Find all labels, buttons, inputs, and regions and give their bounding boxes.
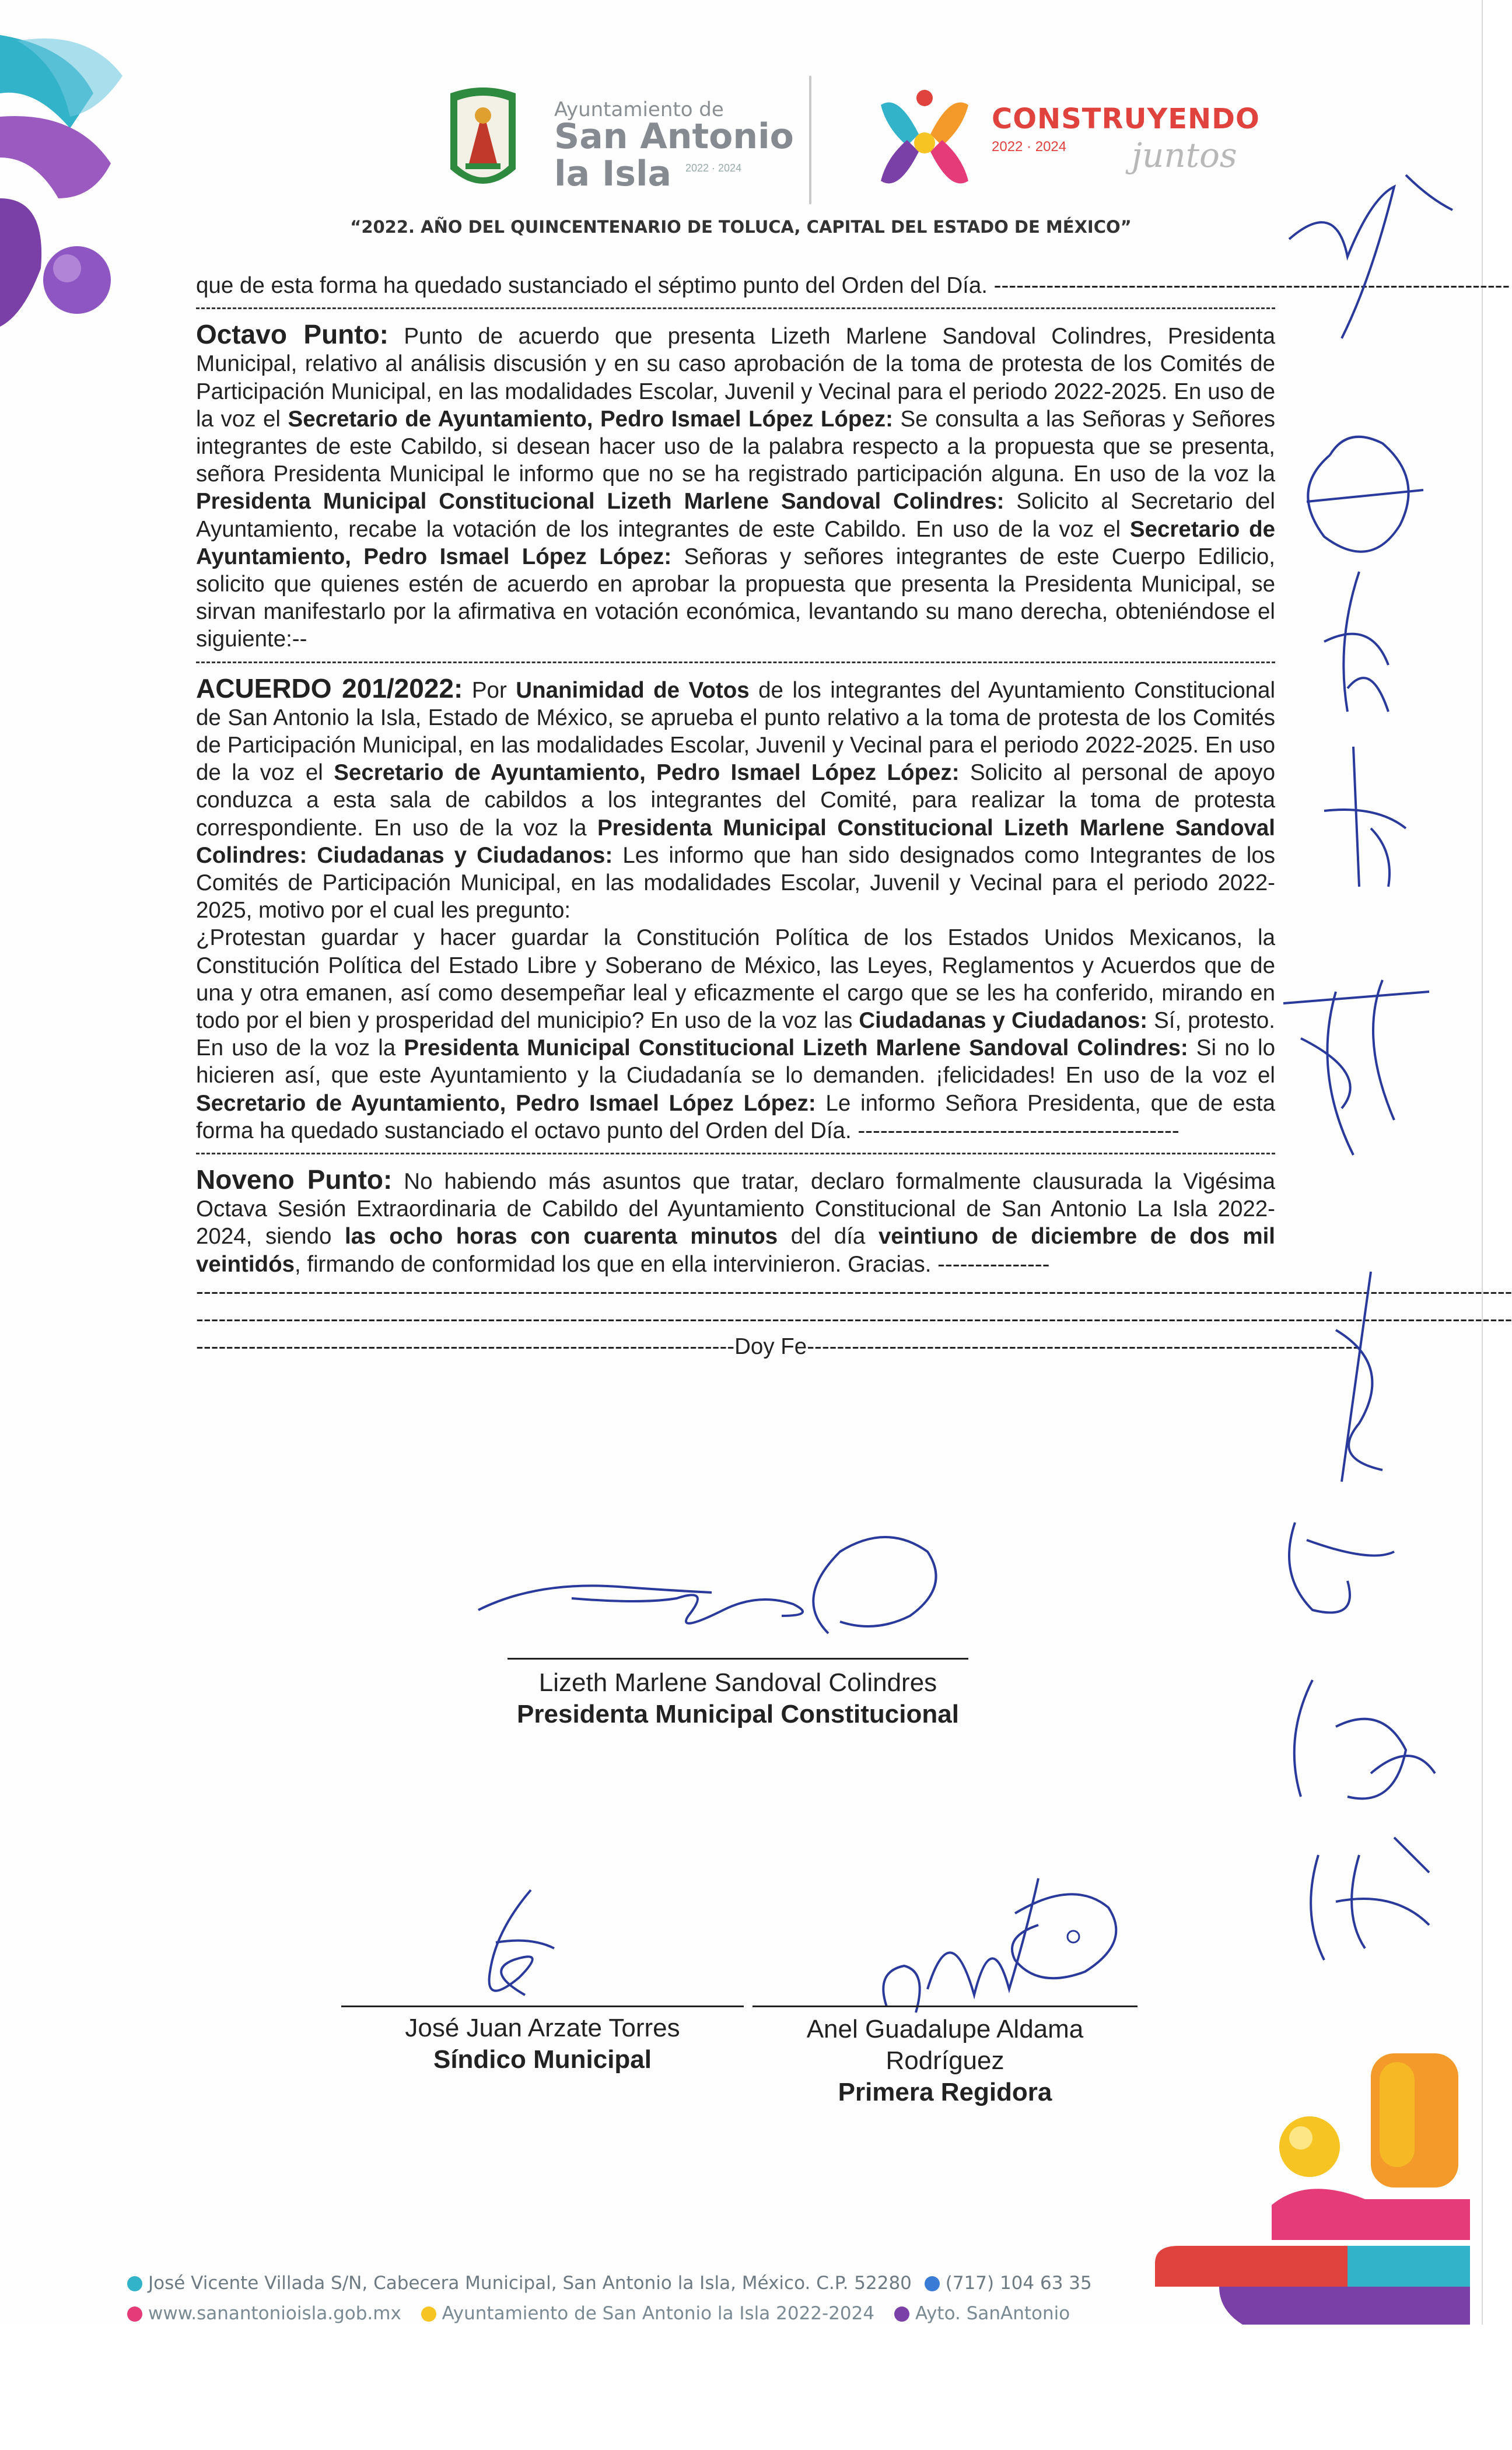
sindico-signature-block	[327, 2013, 758, 2076]
presidenta-signature-block	[443, 1667, 1032, 1730]
regidora-name-line1: Anel Guadalupe Aldama	[806, 2015, 1084, 2043]
construyendo-script: juntos	[1132, 135, 1237, 175]
bottom-right-decoration	[1155, 2030, 1482, 2325]
facebook-icon	[421, 2306, 436, 2322]
dash-filler-line: --------------------------------------------------------------------------------------------------------------------------------------------------------------------------------	[196, 1279, 1512, 1304]
municipal-seal-logo	[444, 82, 522, 198]
paragraph-noveno-punto: Noveno Punto: No habiendo más asuntos que tratar, declaro formalmente clausurada la Vigésima Octava Sesión Extraordinaria de Cabildo del Ayuntamiento Constitucional de San Antonio La Isla 2022-2024, siendo las ocho horas con cuarenta minutos del día veintiuno de diciembre de dos mil veintidós, firmando de conformidad los que en ella intervinieron. Gracias. ---------------	[196, 1164, 1275, 1277]
header-divider	[809, 76, 811, 204]
footer-phone: (717) 104 63 35	[945, 2273, 1092, 2294]
regidora-signature-line	[752, 2006, 1138, 2007]
acuerdo-heading: ACUERDO 201/2022:	[196, 673, 463, 704]
presidenta-name: Lizeth Marlene Sandoval Colindres	[538, 1668, 937, 1697]
administration-years: 2022 · 2024	[685, 162, 742, 174]
municipality-name-line2: la Isla	[554, 153, 672, 194]
regidora-name-line2: Rodríguez	[886, 2046, 1005, 2075]
minutes-body	[196, 272, 1512, 1360]
doy-fe-line: ------------------------------------------------------------------------Doy Fe--------------------------------------------------------------------------	[196, 1334, 1360, 1360]
presidenta-signature-line	[508, 1658, 968, 1660]
paragraph-acuerdo: ACUERDO 201/2022: Por Unanimidad de Votos de los integrantes del Ayuntamiento Constitucional de San Antonio la Isla, Estado de México, se aprueba el punto relativo a la toma de protesta de los Comités de Participación Municipal, en las modalidades Escolar, Juvenil y Vecinal para el periodo 2022-2025. En uso de la voz el Secretario de Ayuntamiento, Pedro Ismael López López: Solicito al personal de apoyo conduzca a esta sala de cabildos a los integrantes del Comité, para realizar la toma de protesta correspondiente. En uso de la voz la Presidenta Municipal Constitucional Lizeth Marlene Sandoval Colindres: Ciudadanas y Ciudadanos: Les informo que han sido designados como Integrantes de los Comités de Participación Municipal, en las modalidades Escolar, Juvenil y Vecinal para el periodo 2022-2025, motivo por el cual les pregunto:	[196, 673, 1276, 923]
social-icon	[894, 2306, 909, 2322]
regidora-handwritten-signature	[863, 1843, 1132, 2030]
dash-filler-line: --------------------------------------------------------------------------------------------------------------------------------------------------------------------------------	[196, 1307, 1512, 1332]
construyendo-title: CONSTRUYENDO	[992, 103, 1260, 135]
dashed-separator	[196, 307, 1275, 309]
dashed-separator	[196, 1153, 1275, 1154]
dashed-separator	[196, 662, 1275, 663]
sindico-role: Síndico Municipal	[433, 2045, 652, 2074]
sindico-name: José Juan Arzate Torres	[405, 2014, 680, 2042]
footer-web: www.sanantonioisla.gob.mx	[148, 2303, 401, 2324]
footer-facebook: Ayuntamiento de San Antonio la Isla 2022-2024	[442, 2303, 875, 2324]
footer-contact-line	[127, 2273, 1092, 2294]
presidenta-role: Presidenta Municipal Constitucional	[517, 1700, 959, 1728]
top-left-decoration	[0, 23, 140, 350]
noveno-punto-heading: Noveno Punto:	[196, 1164, 393, 1195]
paragraph-protesta: ¿Protestan guardar y hacer guardar la Constitución Política de los Estados Unidos Mexicanos, la Constitución Política del Estado Libre y Soberano de México, las Leyes, Reglamentos y Acuerdos que de una y otra emanen, así como desempeñar leal y eficazmente el cargo que se les ha conferido, mirando en todo por el bien y prosperidad del municipio? En uso de la voz las Ciudadanas y Ciudadanos: Sí, protesto. En uso de la voz la Presidenta Municipal Constitucional Lizeth Marlene Sandoval Colindres: Si no lo hicieren así, que este Ayuntamiento y la Ciudadanía se lo demanden. ¡felicidades! En uso de la voz el Secretario de Ayuntamiento, Pedro Ismael López López: Le informo Señora Presidenta, que de esta forma ha quedado sustanciado el octavo punto del Orden del Día. -------------------------------------------	[196, 925, 1275, 1143]
sindico-signature-line	[341, 2006, 744, 2007]
construyendo-years: 2022 · 2024	[992, 139, 1067, 155]
footer-address: José Vicente Villada S/N, Cabecera Municipal, San Antonio la Isla, México. C.P. 52280	[148, 2273, 912, 2294]
paragraph-octavo-punto: Octavo Punto: Punto de acuerdo que presenta Lizeth Marlene Sandoval Colindres, Presidenta Municipal, relativo al análisis discusión y en su caso aprobación de la toma de protesta de los Comités de Participación Municipal, en las modalidades Escolar, Juvenil y Vecinal para el periodo 2022-2025. En uso de la voz el Secretario de Ayuntamiento, Pedro Ismael López López: Se consulta a las Señoras y Señores integrantes de este Cabildo, si desean hacer uso de la palabra respecto a la propuesta que se presenta, señora Presidenta Municipal le informo que no se ha registrado participación alguna. En uso de la voz la Presidenta Municipal Constitucional Lizeth Marlene Sandoval Colindres: Solicito al Secretario del Ayuntamiento, recabe la votación de los integrantes de este Cabildo. En uso de la voz el Secretario de Ayuntamiento, Pedro Ismael López López: Señoras y señores integrantes de este Cuerpo Edilicio, solicito que quienes estén de acuerdo en aprobar la propuesta que presenta la Presidenta Municipal, se sirvan manifestarlo por la afirmativa en votación económica, levantando su mano derecha, obteniéndose el siguiente:--	[196, 319, 1276, 652]
margin-initials-signatures	[1254, 163, 1482, 1983]
municipality-name	[554, 118, 794, 192]
construyendo-logo	[863, 82, 986, 204]
municipality-name-line1: San Antonio	[554, 116, 794, 157]
regidora-signature-block	[741, 2014, 1149, 2108]
phone-icon	[925, 2276, 940, 2291]
year-motto: “2022. AÑO DEL QUINCENTENARIO DE TOLUCA, CAPITAL DEL ESTADO DE MÉXICO”	[350, 217, 1132, 237]
octavo-punto-heading: Octavo Punto:	[196, 319, 389, 350]
footer-web-line	[127, 2303, 1070, 2324]
regidora-role: Primera Regidora	[838, 2078, 1052, 2106]
web-icon	[127, 2306, 142, 2322]
sindico-handwritten-signature	[461, 1884, 578, 2013]
presidenta-handwritten-signature	[467, 1517, 1027, 1645]
footer-social: Ayto. SanAntonio	[915, 2303, 1070, 2324]
location-icon	[127, 2276, 142, 2291]
ayuntamiento-label: Ayuntamiento de	[554, 98, 724, 121]
paragraph-previous-point: que de esta forma ha quedado sustanciado el séptimo punto del Orden del Día. ---------------------------------------------------------------------	[196, 273, 1510, 298]
